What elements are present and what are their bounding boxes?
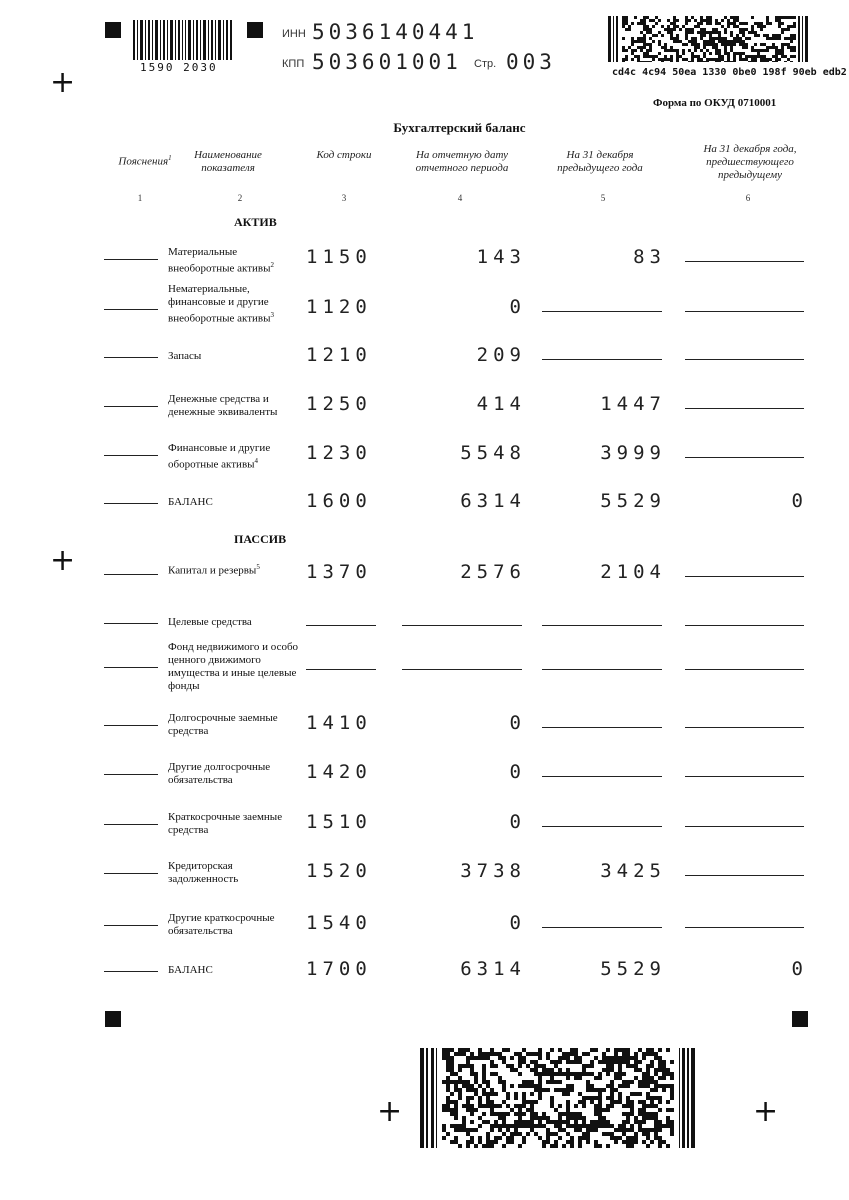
value-previous: 3999: [600, 442, 666, 464]
value-current-dash: [402, 625, 522, 626]
row-name: Финансовые и другие оборотные активы$^4$: [168, 441, 271, 471]
value-current: 209: [476, 344, 526, 366]
row-code: 1600: [306, 490, 372, 512]
crosshair-mark: +: [377, 1094, 403, 1129]
value-before-previous-dash: [685, 669, 804, 670]
row-code: 1420: [306, 761, 372, 783]
kpp-label: КПП: [282, 58, 305, 70]
row-code: 1510: [306, 811, 372, 833]
row-code: 1150: [306, 246, 372, 268]
value-current: 143: [476, 246, 526, 268]
notes-dash: [104, 574, 158, 575]
row-name: Другие краткосрочные обязательства: [168, 911, 275, 937]
row-name: БАЛАНС: [168, 496, 213, 508]
value-current: 6314: [460, 958, 526, 980]
value-before-previous-dash: [685, 576, 804, 577]
value-current: 6314: [460, 490, 526, 512]
notes-dash: [104, 925, 158, 926]
row-code: 1250: [306, 393, 372, 415]
value-previous-dash: [542, 927, 662, 928]
column-number: 5: [600, 193, 606, 203]
row-name: Другие долгосрочные обязательства: [168, 760, 271, 786]
row-name: Целевые средства: [168, 616, 252, 628]
footnote-marker: 5: [256, 562, 260, 571]
value-current: 0: [509, 761, 526, 783]
column-header-previous: На 31 декабря предыдущего года: [557, 149, 643, 174]
column-number: 6: [745, 193, 751, 203]
registration-mark: [105, 22, 121, 38]
row-code: 1700: [306, 958, 372, 980]
value-before-previous-dash: [685, 875, 804, 876]
row-name: Денежные средства и денежные эквиваленты: [168, 392, 278, 418]
value-before-previous-dash: [685, 727, 804, 728]
footnote-marker: 3: [270, 310, 274, 319]
page-value: 003: [506, 50, 556, 74]
registration-mark: [247, 22, 263, 38]
notes-dash: [104, 503, 158, 504]
value-before-previous-dash: [685, 457, 804, 458]
page-title: Бухгалтерский баланс: [393, 120, 526, 135]
column-number: 2: [237, 193, 243, 203]
column-header-notes-label: Пояснения: [118, 155, 169, 168]
value-current: 2576: [460, 561, 526, 583]
notes-dash: [104, 455, 158, 456]
value-previous-dash: [542, 669, 662, 670]
value-previous: 5529: [600, 490, 666, 512]
value-before-previous-dash: [685, 359, 804, 360]
value-previous-dash: [542, 727, 662, 728]
row-name: Запасы: [168, 350, 202, 362]
row-code: 1540: [306, 912, 372, 934]
row-name: Долгосрочные заемные средства: [168, 711, 278, 737]
notes-dash: [104, 824, 158, 825]
value-previous-dash: [542, 625, 662, 626]
crosshair-mark: +: [753, 1094, 779, 1129]
value-before-previous-dash: [685, 408, 804, 409]
registration-mark: [792, 1011, 808, 1027]
code-dash: [306, 625, 376, 626]
value-previous: 1447: [600, 393, 666, 415]
notes-dash: [104, 259, 158, 260]
value-current: 3738: [460, 860, 526, 882]
value-before-previous-dash: [685, 625, 804, 626]
value-current: 0: [509, 712, 526, 734]
inn-label: ИНН: [282, 28, 306, 40]
value-before-previous-dash: [685, 311, 804, 312]
value-previous: 2104: [600, 561, 666, 583]
row-name: Кредиторская задолженность: [168, 859, 239, 885]
footnote-marker: 4: [254, 456, 259, 465]
row-code: 1210: [306, 344, 372, 366]
value-before-previous-dash: [685, 261, 804, 262]
notes-dash: [104, 971, 158, 972]
footnote-marker: 1: [168, 154, 172, 162]
document-hash: cd4c 4c94 50ea 1330 0be0 198f 90eb edb2: [612, 67, 847, 78]
value-current-dash: [402, 669, 522, 670]
notes-dash: [104, 774, 158, 775]
kpp-value: 503601001: [312, 50, 462, 74]
row-name: Краткосрочные заемные средства: [168, 810, 283, 836]
notes-dash: [104, 725, 158, 726]
row-name: Нематериальные, финансовые и другие внеоборотные активы$^3$: [168, 282, 274, 325]
value-current: 414: [476, 393, 526, 415]
value-current: 0: [509, 296, 526, 318]
value-before-previous: 0: [791, 958, 808, 980]
barcode-2d-top: [608, 16, 808, 62]
notes-dash: [104, 623, 158, 624]
notes-dash: [104, 873, 158, 874]
row-code: 1120: [306, 296, 372, 318]
section-assets: АКТИВ: [234, 215, 277, 229]
column-header-current: На отчетную дату отчетного периода: [415, 149, 509, 174]
column-header-notes: [110, 152, 180, 169]
row-name: Капитал и резервы$^5$: [168, 562, 260, 577]
row-code: 1230: [306, 442, 372, 464]
barcode-2d-bottom: [420, 1048, 696, 1148]
row-name: Материальные внеоборотные активы$^2$: [168, 245, 274, 275]
notes-dash: [104, 667, 158, 668]
column-number: 4: [457, 193, 463, 203]
value-before-previous: 0: [791, 490, 808, 512]
value-before-previous-dash: [685, 826, 804, 827]
code-dash: [306, 669, 376, 670]
column-header-indicator: Наименование показателя: [194, 149, 262, 174]
value-current: 0: [509, 811, 526, 833]
form-okud-label: Форма по ОКУД 0710001: [653, 97, 777, 109]
value-before-previous-dash: [685, 927, 804, 928]
notes-dash: [104, 309, 158, 310]
row-name: Фонд недвижимого и особо ценного движимого имущества и иные целевые фонды: [168, 640, 299, 692]
value-previous-dash: [542, 776, 662, 777]
value-before-previous-dash: [685, 776, 804, 777]
column-number: 1: [137, 193, 143, 203]
value-previous: 83: [633, 246, 666, 268]
column-header-before-previous: На 31 декабря года, предшествующего предыдущему: [703, 143, 797, 181]
value-current: 0: [509, 912, 526, 934]
registration-mark: [105, 1011, 121, 1027]
row-code: 1520: [306, 860, 372, 882]
barcode-number: 1590 2030: [140, 61, 218, 74]
page-label: Стр.: [474, 58, 497, 70]
inn-value: 5036140441: [312, 20, 479, 44]
value-current: 5548: [460, 442, 526, 464]
value-previous-dash: [542, 826, 662, 827]
value-previous-dash: [542, 359, 662, 360]
value-previous: 5529: [600, 958, 666, 980]
crosshair-mark: +: [50, 543, 76, 578]
notes-dash: [104, 357, 158, 358]
row-name: БАЛАНС: [168, 964, 213, 976]
row-code: 1410: [306, 712, 372, 734]
value-previous-dash: [542, 311, 662, 312]
crosshair-mark: +: [50, 65, 76, 100]
column-header-code: Код строки: [316, 149, 372, 161]
row-code: 1370: [306, 561, 372, 583]
notes-dash: [104, 406, 158, 407]
barcode-1d: [133, 20, 233, 60]
section-liabilities: ПАССИВ: [234, 532, 287, 546]
column-number: 3: [341, 193, 347, 203]
footnote-marker: 2: [270, 260, 274, 269]
value-previous: 3425: [600, 860, 666, 882]
